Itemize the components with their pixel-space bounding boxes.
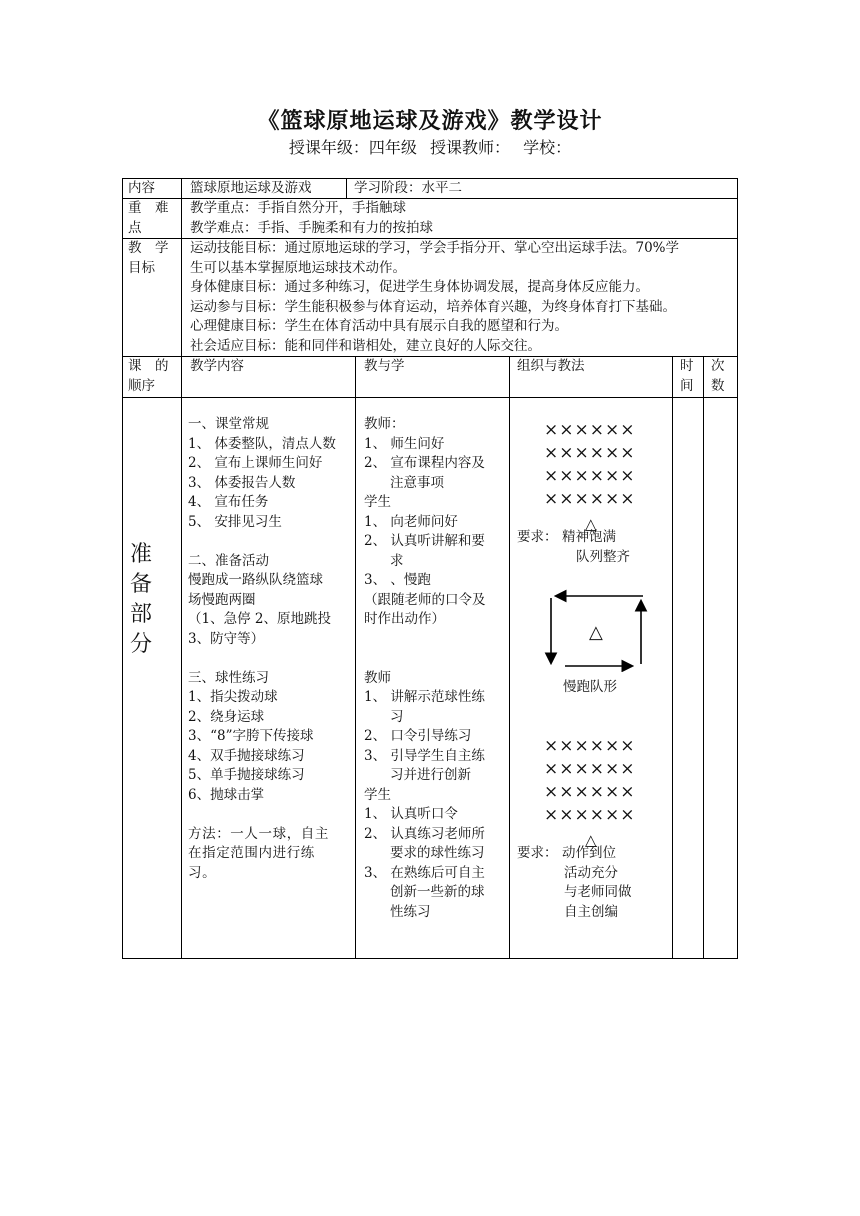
- teach-learn-line: 学生: [364, 786, 391, 803]
- teach-learn-line: 1、 认真听口令: [364, 806, 458, 822]
- teach-learn-header: 教与学: [364, 358, 405, 374]
- teach-learn-line: 3、 在熟练后可自主: [364, 864, 485, 881]
- teach-learn-content: [364, 415, 486, 922]
- content-line: 1、 体委整队，清点人数: [188, 435, 336, 452]
- content-line: 在指定范围内进行练: [188, 845, 315, 861]
- teacher-position-icon: △: [585, 831, 597, 849]
- count-header: [711, 357, 725, 396]
- formation-row: ××××××: [544, 759, 636, 779]
- content-line: [188, 532, 336, 552]
- content-line: [188, 649, 336, 669]
- section-char: 备: [130, 572, 153, 597]
- formation-row: ××××××: [544, 466, 636, 486]
- requirement-line: 动作到位: [562, 845, 616, 861]
- teach-learn-line: 2、 口令引导练习: [364, 728, 472, 744]
- teach-learn-line: （跟随老师的口令及: [364, 591, 486, 608]
- time-header: [680, 357, 694, 396]
- content-line: 场慢跑两圈: [188, 591, 256, 608]
- teach-learn-line: 创新一些新的球: [390, 884, 485, 900]
- content-line: [188, 805, 336, 825]
- content-line: 4、双手抛接球练习: [188, 747, 305, 764]
- requirement-line: 精神饱满: [562, 529, 616, 545]
- formation-row: ××××××: [544, 805, 636, 825]
- content-line: 习。: [188, 864, 217, 881]
- goals-label-line2: 目标: [128, 259, 155, 276]
- teach-learn-line: 学生: [364, 494, 391, 510]
- requirement-1-lines: [562, 528, 630, 567]
- content-line: 5、 安排见习生: [188, 513, 282, 530]
- learning-stage: 学习阶段：水平二: [354, 180, 462, 196]
- goal-line: 心理健康目标：学生在体育活动中具有展示自我的愿望和行为。: [190, 318, 568, 334]
- content-line: 慢跑成一路纵队绕篮球: [188, 572, 323, 588]
- requirement-line: 队列整齐: [576, 548, 630, 565]
- goal-line: 运动参与目标：学生能积极参与体育运动，培养体育兴趣，为终身体育打下基础。: [190, 298, 676, 315]
- teach-learn-line: 2、 认真听讲解和要: [364, 533, 485, 549]
- goals-text: [190, 239, 679, 356]
- content-line: 1、指尖拨动球: [188, 689, 278, 705]
- grade-label: 授课年级：四年级: [288, 138, 417, 157]
- school-label: 学校：: [523, 138, 572, 157]
- content-line: 4、 宣布任务: [188, 494, 269, 510]
- teach-learn-line: 1、 向老师问好: [364, 513, 458, 530]
- goal-line: 运动技能目标：通过原地运球的学习，学会手指分开、掌心空出运球手法。70%学: [190, 240, 680, 256]
- section-char: 准: [130, 542, 153, 567]
- content-line: 6、抛球击掌: [188, 786, 265, 803]
- teach-learn-line: 3、 引导学生自主练: [364, 747, 485, 764]
- content-line: 一、课堂常规: [188, 416, 269, 432]
- document-subtitle: [0, 135, 860, 158]
- teach-learn-line: 要求的球性练习: [390, 845, 485, 861]
- content-line: 二、准备活动: [188, 552, 269, 569]
- key-points-label-line2: 点: [128, 219, 142, 236]
- section-name: [130, 540, 152, 660]
- content-line: 5、单手抛接球练习: [188, 767, 305, 783]
- content-line: 2、绕身运球: [188, 708, 265, 725]
- jog-formation-caption: 慢跑队形: [563, 679, 617, 695]
- teacher-label: 授课教师：: [429, 138, 510, 157]
- key-point: 教学重点：手指自然分开，手指触球: [190, 200, 406, 216]
- content-line: （1、急停 2、原地跳投: [188, 611, 331, 627]
- requirement-line: 活动充分: [564, 864, 618, 881]
- formation-row: ××××××: [544, 443, 636, 463]
- teach-learn-line: 2、 宣布课程内容及: [364, 455, 485, 471]
- teach-learn-line: 教师: [364, 669, 391, 686]
- formation-row: ××××××: [544, 489, 636, 509]
- requirement-2-lines: [562, 844, 632, 922]
- difficulty-point: 教学难点：手指、手腕柔和有力的按拍球: [190, 219, 433, 236]
- teach-learn-line: 求: [390, 552, 404, 569]
- teach-learn-line: [364, 649, 486, 669]
- section-char: 部: [130, 602, 153, 627]
- requirement-line: 与老师同做: [564, 884, 632, 900]
- section-char: 分: [130, 632, 153, 657]
- time-header-line2: 间: [680, 377, 694, 394]
- teach-learn-line: 时作出动作）: [364, 611, 445, 627]
- organize-header: 组织与教法: [517, 358, 585, 374]
- content-row-label: 内容: [128, 180, 155, 196]
- lesson-topic: 篮球原地运球及游戏: [190, 180, 312, 196]
- goal-line: 身体健康目标：通过多种练习，促进学生身体协调发展，提高身体反应能力。: [190, 279, 649, 295]
- content-line: 3、“8”字胯下传接球: [188, 728, 314, 744]
- teacher-position-icon: △: [585, 515, 597, 533]
- requirement-line: 自主创编: [564, 903, 618, 920]
- requirement-2-label: 要求：: [517, 845, 558, 861]
- formation-row: ××××××: [544, 736, 636, 756]
- center-teacher-icon: △: [589, 622, 603, 643]
- goals-label-line1: 教 学: [128, 240, 169, 256]
- order-header-line1: 课 的: [128, 358, 169, 374]
- count-header-line1: 次: [711, 358, 725, 374]
- content-line: 2、 宣布上课师生问好: [188, 455, 323, 471]
- order-header-line2: 顺序: [128, 377, 155, 394]
- teach-learn-line: 性练习: [390, 903, 431, 920]
- requirement-1-label: 要求：: [517, 529, 558, 545]
- teach-learn-line: 2、 认真练习老师所: [364, 825, 485, 842]
- order-header: [128, 357, 169, 396]
- goals-label: [128, 239, 169, 278]
- teach-learn-line: 注意事项: [390, 474, 444, 491]
- count-header-line2: 数: [711, 377, 725, 394]
- content-line: 3、防守等）: [188, 630, 265, 647]
- teach-learn-line: 教师：: [364, 416, 405, 432]
- content-header: 教学内容: [190, 358, 244, 374]
- key-points-label-line1: 重 难: [128, 200, 169, 216]
- goal-line: 社会适应目标：能和同伴和谐相处，建立良好的人际交往。: [190, 337, 541, 354]
- content-line: 3、 体委报告人数: [188, 474, 296, 491]
- formation-row: ××××××: [544, 782, 636, 802]
- document-title: 《篮球原地运球及游戏》教学设计: [257, 108, 603, 134]
- formation-row: ××××××: [544, 420, 636, 440]
- content-line: 三、球性练习: [188, 669, 269, 686]
- teaching-content: [188, 415, 336, 883]
- key-points-label: [128, 199, 169, 238]
- goal-line: 生可以基本掌握原地运球技术动作。: [190, 259, 406, 276]
- teach-learn-line: 1、 师生问好: [364, 435, 445, 452]
- teach-learn-line: 3、 、慢跑: [364, 572, 431, 588]
- teach-learn-line: [364, 630, 486, 650]
- time-header-line1: 时: [680, 358, 694, 374]
- teach-learn-line: 1、 讲解示范球性练: [364, 689, 485, 705]
- teach-learn-line: 习: [390, 708, 404, 725]
- key-points-text: [190, 199, 433, 238]
- teach-learn-line: 习并进行创新: [390, 767, 471, 783]
- content-line: 方法：一人一球，自主: [188, 825, 329, 842]
